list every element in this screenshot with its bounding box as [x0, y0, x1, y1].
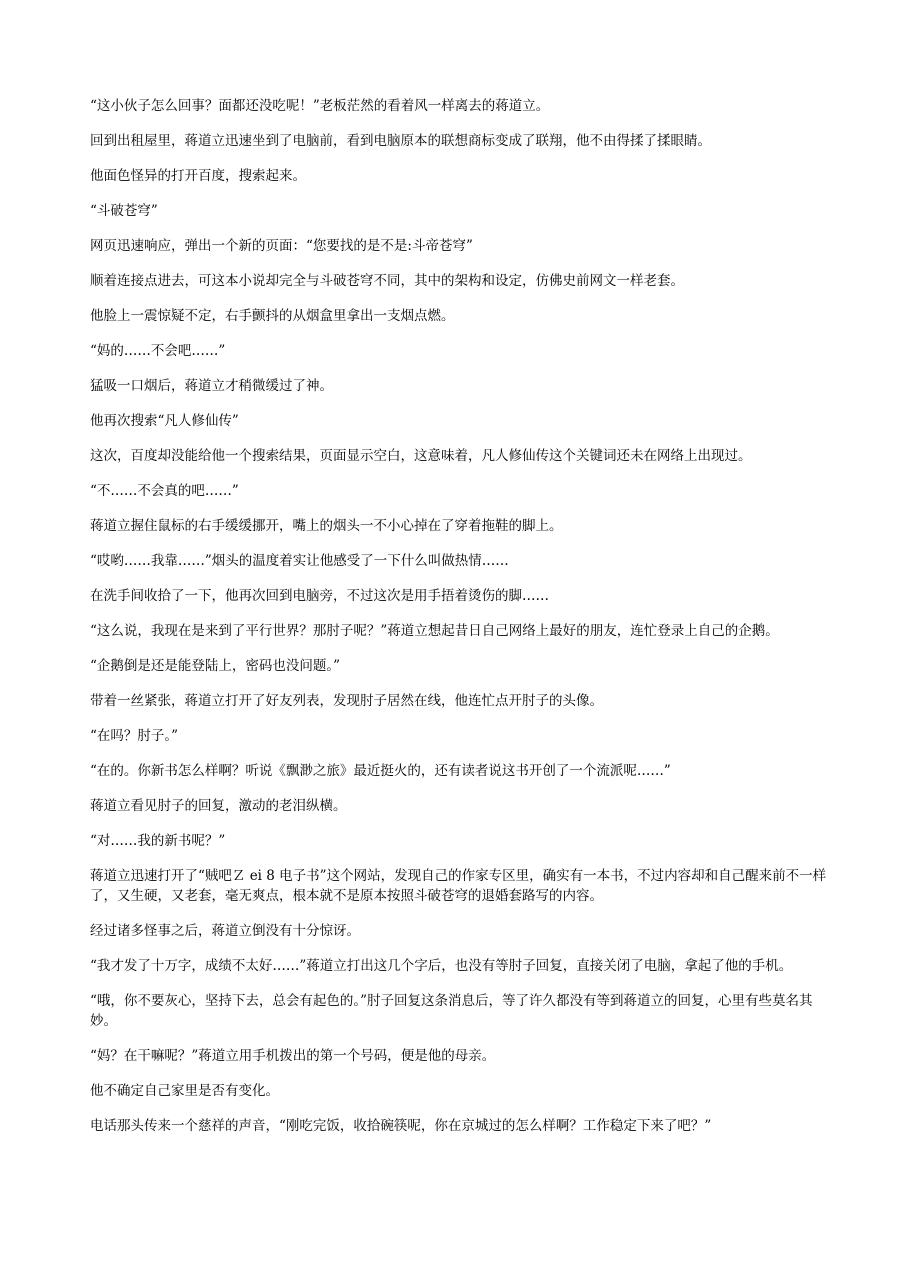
paragraph: 顺着连接点进去，可这本小说却完全与斗破苍穹不同，其中的架构和设定，仿佛史前网文一样老套。 — [90, 273, 684, 289]
paragraph: 电话那头传来一个慈祥的声音，“刚吃完饭，收拾碗筷呢，你在京城过的怎么样啊？工作稳定下来了吧？” — [90, 1118, 712, 1134]
paragraph: 蒋道立握住鼠标的右手缓缓挪开，嘴上的烟头一不小心掉在了穿着拖鞋的脚上。 — [90, 518, 563, 534]
paragraph: “不……不会真的吧……” — [90, 483, 239, 499]
paragraph: “哦，你不要灰心，坚持下去，总会有起色的。”肘子回复这条消息后，等了许久都没有等到蒋道立的回复，心里有些莫名其妙。 — [90, 993, 813, 1029]
paragraph: 他面色怪异的打开百度，搜索起来。 — [90, 168, 306, 184]
paragraph: 他不确定自己家里是否有变化。 — [90, 1083, 279, 1099]
paragraph: 蒋道立迅速打开了“贼吧Ｚ ei 8 电子书”这个网站，发现自己的作家专区里，确实有一本书，不过内容却和自己醒来前不一样了，又生硬，又老套，毫无爽点，根本就不是原本按照斗破苍穹的退婚套路写的内容。 — [90, 868, 827, 904]
paragraph: “妈？在干嘛呢？”蒋道立用手机拨出的第一个号码，便是他的母亲。 — [90, 1048, 496, 1064]
paragraph: 在洗手间收拾了一下，他再次回到电脑旁，不过这次是用手捂着烫伤的脚…… — [90, 588, 549, 604]
paragraph: “在吗？肘子。” — [90, 728, 179, 744]
paragraph: 猛吸一口烟后，蒋道立才稍微缓过了神。 — [90, 378, 333, 394]
paragraph: “对……我的新书呢？” — [90, 833, 226, 849]
document-page — [90, 96, 835, 1151]
paragraph: “斗破苍穹” — [90, 203, 158, 219]
paragraph: 回到出租屋里，蒋道立迅速坐到了电脑前，看到电脑原本的联想商标变成了联翔，他不由得揉了揉眼睛。 — [90, 133, 711, 149]
paragraph: “这小伙子怎么回事？面都还没吃呢！”老板茫然的看着风一样离去的蒋道立。 — [90, 98, 550, 114]
paragraph: 这次，百度却没能给他一个搜索结果，页面显示空白，这意味着，凡人修仙传这个关键词还未在网络上出现过。 — [90, 448, 752, 464]
paragraph: “这么说，我现在是来到了平行世界？那肘子呢？”蒋道立想起昔日自己网络上最好的朋友，连忙登录上自己的企鹅。 — [90, 623, 779, 639]
paragraph: “妈的……不会吧……” — [90, 343, 226, 359]
paragraph: “哎哟……我靠……”烟头的温度着实让他感受了一下什么叫做热情…… — [90, 553, 509, 569]
paragraph: 他再次搜索“凡人修仙传” — [90, 413, 239, 429]
paragraph: “企鹅倒是还是能登陆上，密码也没问题。” — [90, 658, 341, 674]
paragraph: 网页迅速响应，弹出一个新的页面：“您要找的是不是:斗帝苍穹” — [90, 238, 473, 254]
paragraph: 他脸上一震惊疑不定，右手颤抖的从烟盒里拿出一支烟点燃。 — [90, 308, 455, 324]
paragraph: “在的。你新书怎么样啊？听说《飘渺之旅》最近挺火的，还有读者说这书开创了一个流派呢……” — [90, 763, 671, 779]
paragraph: 经过诸多怪事之后，蒋道立倒没有十分惊讶。 — [90, 923, 360, 939]
paragraph: 蒋道立看见肘子的回复，激动的老泪纵横。 — [90, 798, 347, 814]
paragraph: 带着一丝紧张，蒋道立打开了好友列表，发现肘子居然在线，他连忙点开肘子的头像。 — [90, 693, 603, 709]
paragraph: “我才发了十万字，成绩不太好……”蒋道立打出这几个字后，也没有等肘子回复，直接关闭了电脑，拿起了他的手机。 — [90, 958, 793, 974]
